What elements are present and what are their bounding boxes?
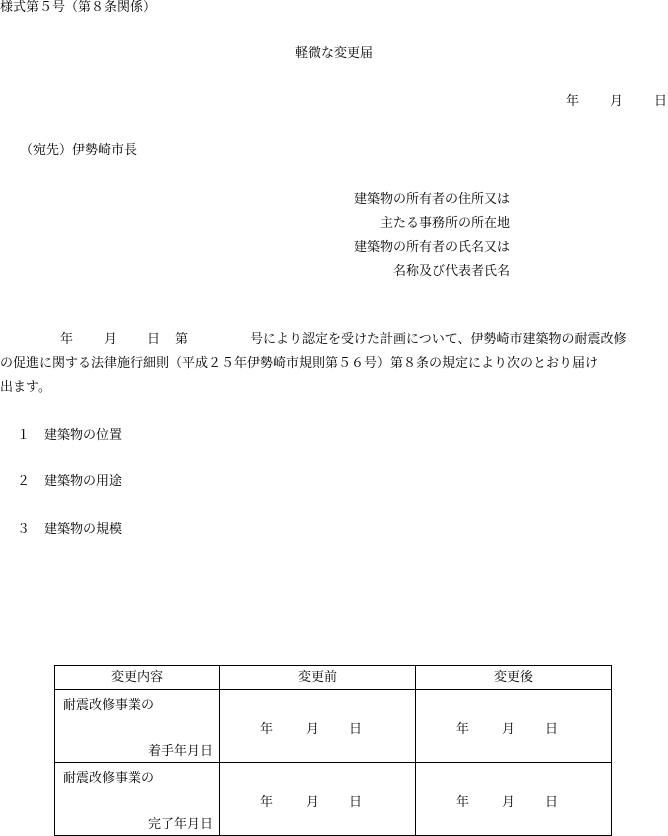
body-paragraph [0,328,668,400]
item-label: 建築物の用途 [44,474,123,489]
day-label: 日 [545,795,559,810]
row-label-top: 耐震改修事業の [63,771,155,786]
table-row [55,763,612,836]
body-line1: 号により認定を受けた計画について、伊勢崎市建築物の耐震改修 [250,332,627,347]
form-number: 様式第５号（第８条関係） [0,0,157,15]
table-row [55,690,612,763]
header-after: 変更後 [416,666,612,690]
month-label: 月 [502,722,516,737]
start-date-after[interactable] [416,690,612,763]
row-label-completion [55,763,220,836]
row-label-bottom: 着手年月日 [147,744,213,759]
header-change-content: 変更内容 [55,666,220,690]
changes-table [54,665,612,836]
item-number: ２ [17,474,31,489]
row-label-top: 耐震改修事業の [63,698,155,713]
body-line2: の促進に関する法律施行細則（平成２５年伊勢崎市規則第５６号）第８条の規定により次のとおり届け [0,356,599,371]
body-line3: 出ます。 [0,380,51,395]
day-label: 日 [545,722,559,737]
row-label-bottom: 完了年月日 [147,817,213,832]
completion-date-after[interactable] [416,763,612,836]
month-label: 月 [502,795,516,810]
item-use [17,474,122,490]
item-label: 建築物の位置 [44,428,123,443]
owner-block [300,188,510,284]
addressee: （宛先）伊勢崎市長 [20,143,138,158]
day-label: 日 [349,795,363,810]
completion-date-before[interactable] [220,763,416,836]
header-before: 変更前 [220,666,416,690]
start-date-before[interactable] [220,690,416,763]
date-year-label: 年 [566,94,580,109]
row-label-start [55,690,220,763]
day-label: 日 [349,722,363,737]
date-month-label: 月 [610,94,624,109]
body-day: 日 [147,332,161,347]
item-number: ３ [17,522,31,537]
year-label: 年 [260,795,274,810]
document-title: 軽微な変更届 [294,46,373,61]
body-dai: 第 [175,332,189,347]
item-location [17,428,122,444]
owner-representative-label: 名称及び代表者氏名 [392,264,510,279]
item-label: 建築物の規模 [44,522,123,537]
date-day-label: 日 [654,94,668,109]
item-number: １ [17,428,31,443]
body-year: 年 [60,332,74,347]
owner-office-label: 主たる事務所の所在地 [379,216,510,231]
table-header-row [55,666,612,690]
month-label: 月 [306,722,320,737]
owner-address-label: 建築物の所有者の住所又は [353,192,510,207]
year-label: 年 [456,795,470,810]
year-label: 年 [260,722,274,737]
month-label: 月 [306,795,320,810]
year-label: 年 [456,722,470,737]
item-scale [17,522,122,538]
body-month: 月 [104,332,118,347]
owner-name-label: 建築物の所有者の氏名又は [353,240,510,255]
